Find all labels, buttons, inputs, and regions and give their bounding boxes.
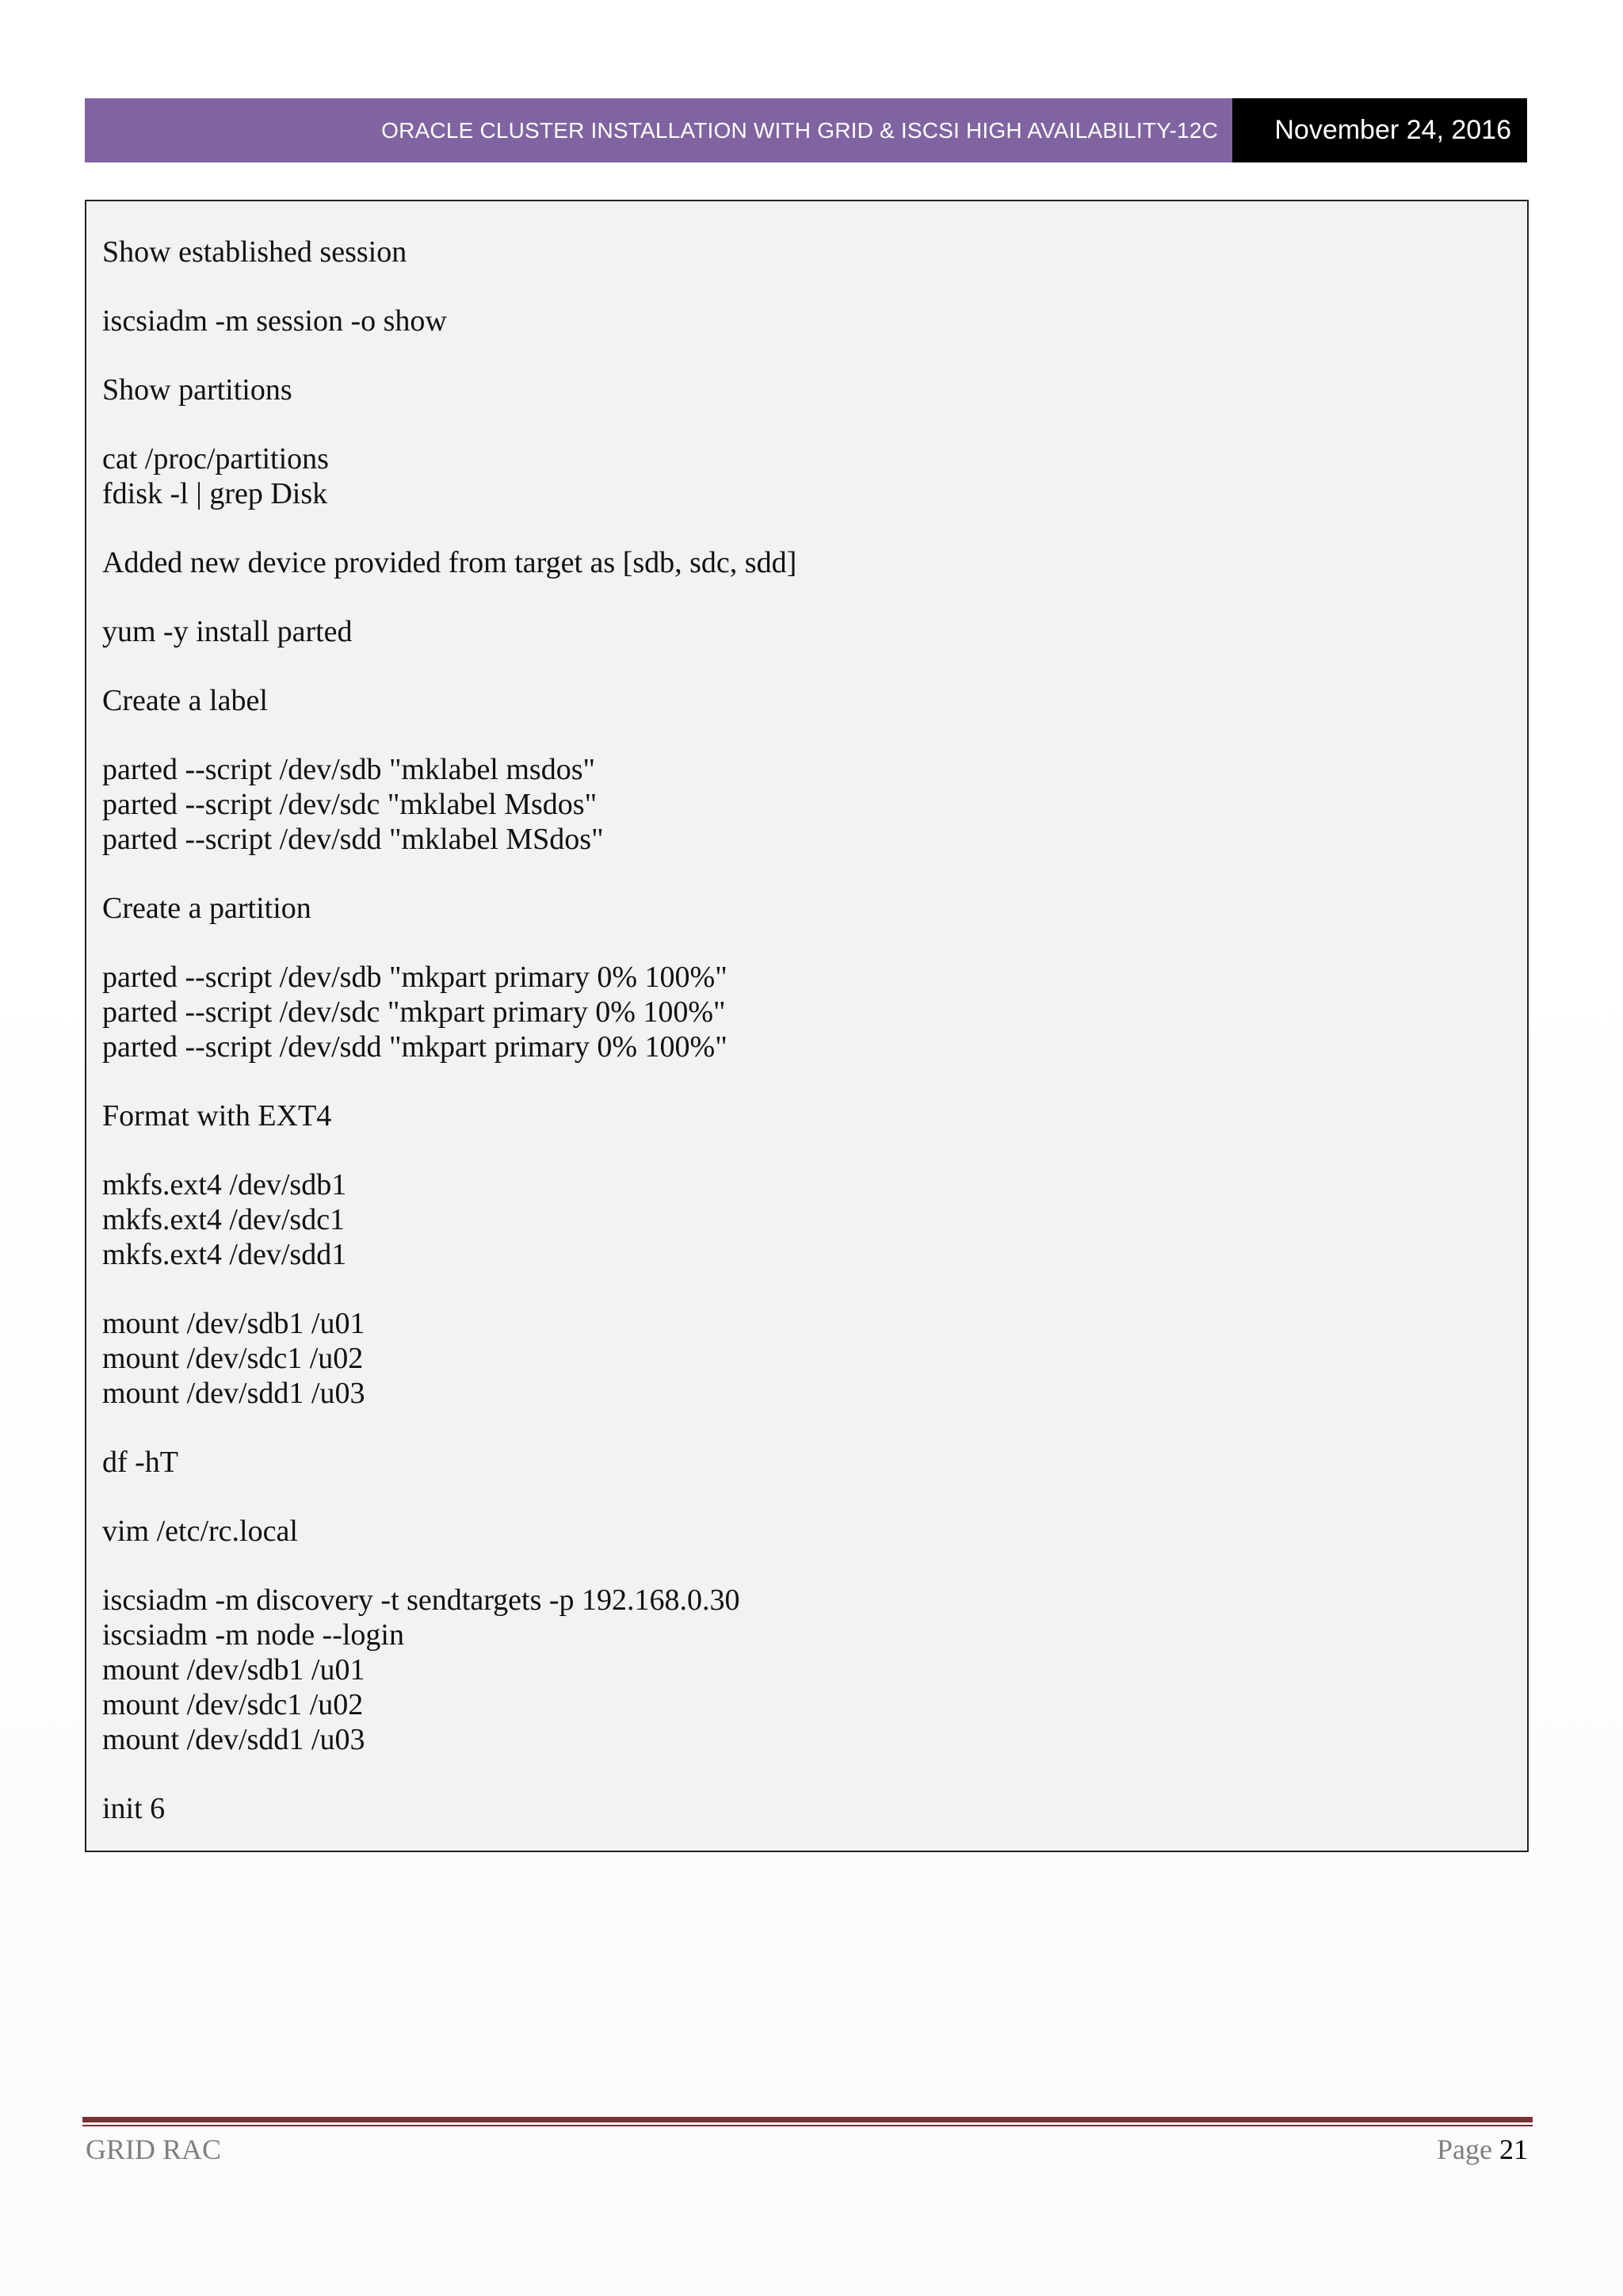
text-line: mount /dev/sdc1 /u02	[102, 1688, 364, 1721]
command-text-box	[85, 200, 1529, 1852]
text-line: init 6	[102, 1792, 166, 1825]
text-block	[102, 1098, 1527, 1133]
text-line: Show partitions	[102, 373, 292, 407]
footer-document-name: GRID RAC	[86, 2134, 222, 2165]
text-line: parted --script /dev/sdd "mkpart primary 0% 100%"	[102, 1030, 727, 1064]
text-line: mkfs.ext4 /dev/sdc1	[102, 1203, 346, 1236]
text-block	[102, 891, 1527, 926]
footer-page-number: 21	[1499, 2134, 1528, 2165]
footer-page-indicator	[1437, 2132, 1528, 2167]
text-line: parted --script /dev/sdb "mklabel msdos"	[102, 753, 596, 786]
text-block	[102, 1306, 1527, 1411]
text-line: mkfs.ext4 /dev/sdd1	[102, 1238, 347, 1271]
footer-divider-thin	[82, 2125, 1533, 2126]
text-line: yum -y install parted	[102, 615, 353, 648]
footer-page-label: Page	[1437, 2134, 1492, 2165]
text-line: mount /dev/sdb1 /u01	[102, 1307, 365, 1340]
text-line: parted --script /dev/sdc "mklabel Msdos"	[102, 788, 598, 821]
text-block	[102, 683, 1527, 718]
text-block	[102, 752, 1527, 857]
text-line: mkfs.ext4 /dev/sdb1	[102, 1168, 347, 1201]
text-line: Show established session	[102, 235, 407, 269]
text-block	[102, 235, 1527, 269]
text-block	[102, 1583, 1527, 1757]
text-line: iscsiadm -m session -o show	[102, 304, 447, 338]
text-line: Format with EXT4	[102, 1099, 332, 1133]
text-line: parted --script /dev/sdb "mkpart primary 0% 100%"	[102, 961, 727, 994]
text-line: parted --script /dev/sdd "mklabel MSdos"	[102, 823, 604, 856]
text-block	[102, 614, 1527, 649]
text-block	[102, 1445, 1527, 1480]
footer-divider-thick	[82, 2117, 1533, 2122]
text-block	[102, 304, 1527, 338]
text-block	[102, 1791, 1527, 1826]
text-line: Added new device provided from target as [sdb, sdc, sdd]	[102, 546, 797, 579]
text-line: vim /etc/rc.local	[102, 1515, 298, 1548]
text-line: Create a label	[102, 684, 268, 717]
text-block	[102, 441, 1527, 511]
text-line: Create a partition	[102, 892, 311, 925]
text-line: cat /proc/partitions	[102, 442, 329, 476]
text-line: df -hT	[102, 1446, 179, 1479]
text-line: mount /dev/sdd1 /u03	[102, 1723, 365, 1756]
text-block	[102, 1167, 1527, 1272]
page-header	[85, 98, 1527, 162]
header-title: ORACLE CLUSTER INSTALLATION WITH GRID & ISCSI HIGH AVAILABILITY-12C	[85, 98, 1232, 162]
text-block	[102, 372, 1527, 407]
text-block	[102, 960, 1527, 1064]
text-block	[102, 1514, 1527, 1549]
text-line: mount /dev/sdd1 /u03	[102, 1377, 365, 1410]
text-line: iscsiadm -m node --login	[102, 1618, 404, 1652]
text-line: iscsiadm -m discovery -t sendtargets -p 192.168.0.30	[102, 1584, 740, 1617]
text-line: fdisk -l | grep Disk	[102, 477, 328, 510]
header-date: November 24, 2016	[1232, 98, 1527, 162]
text-line: mount /dev/sdc1 /u02	[102, 1342, 364, 1375]
text-line: parted --script /dev/sdc "mkpart primary 0% 100%"	[102, 995, 726, 1029]
text-block	[102, 545, 1527, 580]
text-line: mount /dev/sdb1 /u01	[102, 1653, 365, 1687]
